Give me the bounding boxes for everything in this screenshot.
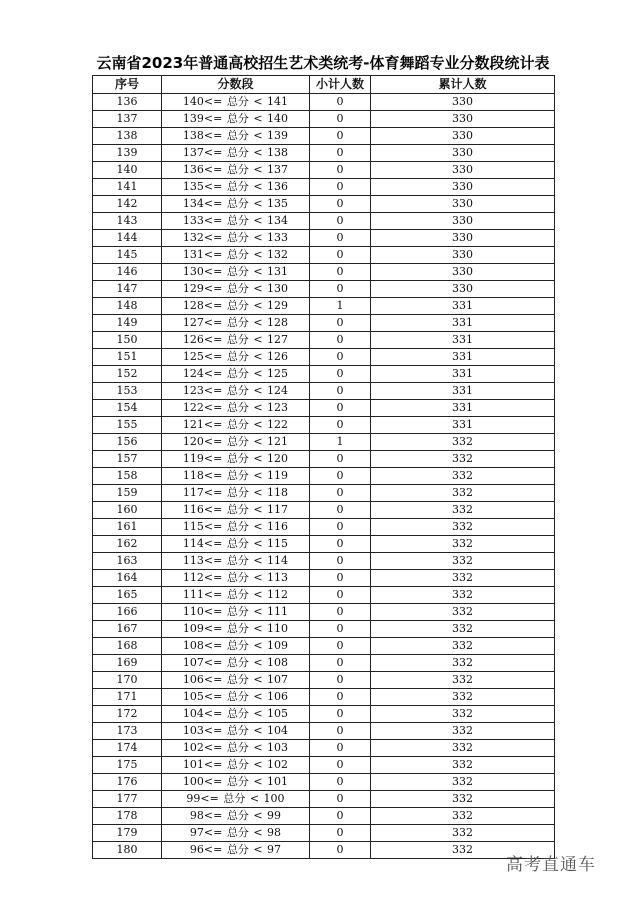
cumulative-cell: 331 [371, 400, 555, 417]
score-range-cell: 137<= 总分 < 138 [162, 145, 310, 162]
cumulative-cell: 332 [371, 757, 555, 774]
table-row [93, 740, 555, 757]
cumulative-cell: 331 [371, 315, 555, 332]
cumulative-cell: 330 [371, 111, 555, 128]
table-row [93, 536, 555, 553]
subtotal-cell: 0 [310, 451, 371, 468]
seq-cell: 145 [93, 247, 162, 264]
subtotal-cell: 0 [310, 247, 371, 264]
seq-cell: 174 [93, 740, 162, 757]
score-range-cell: 126<= 总分 < 127 [162, 332, 310, 349]
cumulative-cell: 332 [371, 706, 555, 723]
seq-cell: 165 [93, 587, 162, 604]
cumulative-cell: 332 [371, 604, 555, 621]
seq-cell: 169 [93, 655, 162, 672]
table-row [93, 689, 555, 706]
score-range-cell: 122<= 总分 < 123 [162, 400, 310, 417]
table-row [93, 417, 555, 434]
table-row [93, 145, 555, 162]
score-range-cell: 109<= 总分 < 110 [162, 621, 310, 638]
score-range-cell: 119<= 总分 < 120 [162, 451, 310, 468]
score-range-cell: 131<= 总分 < 132 [162, 247, 310, 264]
subtotal-cell: 0 [310, 179, 371, 196]
subtotal-cell: 0 [310, 128, 371, 145]
seq-cell: 151 [93, 349, 162, 366]
seq-cell: 140 [93, 162, 162, 179]
score-range-cell: 97<= 总分 < 98 [162, 825, 310, 842]
table-row [93, 332, 555, 349]
table-row [93, 94, 555, 111]
score-range-cell: 127<= 总分 < 128 [162, 315, 310, 332]
cumulative-cell: 330 [371, 264, 555, 281]
score-range-cell: 130<= 总分 < 131 [162, 264, 310, 281]
table-row [93, 485, 555, 502]
score-range-cell: 104<= 总分 < 105 [162, 706, 310, 723]
cumulative-cell: 332 [371, 553, 555, 570]
table-row [93, 281, 555, 298]
subtotal-cell: 0 [310, 553, 371, 570]
subtotal-cell: 0 [310, 485, 371, 502]
seq-cell: 141 [93, 179, 162, 196]
cumulative-cell: 332 [371, 808, 555, 825]
cumulative-cell: 332 [371, 570, 555, 587]
seq-cell: 179 [93, 825, 162, 842]
score-range-cell: 99<= 总分 < 100 [162, 791, 310, 808]
page-title: 云南省2023年普通高校招生艺术类统考-体育舞蹈专业分数段统计表 [96, 54, 550, 72]
table-row [93, 451, 555, 468]
score-range-cell: 124<= 总分 < 125 [162, 366, 310, 383]
subtotal-cell: 0 [310, 264, 371, 281]
subtotal-cell: 0 [310, 400, 371, 417]
cumulative-cell: 332 [371, 723, 555, 740]
subtotal-cell: 0 [310, 791, 371, 808]
seq-cell: 136 [93, 94, 162, 111]
seq-cell: 146 [93, 264, 162, 281]
table-row [93, 723, 555, 740]
score-range-cell: 115<= 总分 < 116 [162, 519, 310, 536]
subtotal-cell: 0 [310, 757, 371, 774]
subtotal-cell: 0 [310, 366, 371, 383]
table-row [93, 519, 555, 536]
subtotal-cell: 0 [310, 281, 371, 298]
table-row [93, 672, 555, 689]
subtotal-cell: 0 [310, 808, 371, 825]
table-row [93, 638, 555, 655]
score-range-cell: 114<= 总分 < 115 [162, 536, 310, 553]
score-range-cell: 134<= 总分 < 135 [162, 196, 310, 213]
seq-cell: 138 [93, 128, 162, 145]
cumulative-cell: 330 [371, 196, 555, 213]
subtotal-cell: 0 [310, 196, 371, 213]
cumulative-cell: 332 [371, 621, 555, 638]
table-row [93, 604, 555, 621]
score-range-cell: 98<= 总分 < 99 [162, 808, 310, 825]
table-header [93, 76, 555, 94]
subtotal-cell: 0 [310, 672, 371, 689]
subtotal-cell: 0 [310, 689, 371, 706]
table-row [93, 247, 555, 264]
header-subtotal: 小计人数 [310, 76, 371, 94]
table-row [93, 383, 555, 400]
score-range-cell: 107<= 总分 < 108 [162, 655, 310, 672]
score-range-cell: 125<= 总分 < 126 [162, 349, 310, 366]
score-range-cell: 132<= 总分 < 133 [162, 230, 310, 247]
score-range-cell: 102<= 总分 < 103 [162, 740, 310, 757]
subtotal-cell: 0 [310, 145, 371, 162]
cumulative-cell: 332 [371, 825, 555, 842]
subtotal-cell: 0 [310, 213, 371, 230]
seq-cell: 155 [93, 417, 162, 434]
score-range-cell: 133<= 总分 < 134 [162, 213, 310, 230]
table-row [93, 111, 555, 128]
header-cumulative: 累计人数 [371, 76, 555, 94]
subtotal-cell: 0 [310, 570, 371, 587]
cumulative-cell: 332 [371, 655, 555, 672]
header-row [93, 76, 555, 94]
cumulative-cell: 332 [371, 502, 555, 519]
seq-cell: 167 [93, 621, 162, 638]
cumulative-cell: 330 [371, 145, 555, 162]
cumulative-cell: 332 [371, 587, 555, 604]
seq-cell: 157 [93, 451, 162, 468]
cumulative-cell: 332 [371, 468, 555, 485]
cumulative-cell: 332 [371, 485, 555, 502]
seq-cell: 142 [93, 196, 162, 213]
table-row [93, 791, 555, 808]
subtotal-cell: 0 [310, 842, 371, 859]
subtotal-cell: 0 [310, 94, 371, 111]
seq-cell: 153 [93, 383, 162, 400]
seq-cell: 178 [93, 808, 162, 825]
table-row [93, 774, 555, 791]
table-row [93, 179, 555, 196]
cumulative-cell: 332 [371, 842, 555, 859]
table-row [93, 553, 555, 570]
subtotal-cell: 0 [310, 621, 371, 638]
subtotal-cell: 0 [310, 536, 371, 553]
subtotal-cell: 1 [310, 298, 371, 315]
seq-cell: 161 [93, 519, 162, 536]
table-row [93, 162, 555, 179]
table-row [93, 757, 555, 774]
seq-cell: 168 [93, 638, 162, 655]
subtotal-cell: 0 [310, 502, 371, 519]
seq-cell: 139 [93, 145, 162, 162]
score-range-cell: 121<= 总分 < 122 [162, 417, 310, 434]
table-row [93, 366, 555, 383]
subtotal-cell: 0 [310, 417, 371, 434]
cumulative-cell: 330 [371, 281, 555, 298]
table-row [93, 298, 555, 315]
score-range-cell: 128<= 总分 < 129 [162, 298, 310, 315]
score-range-cell: 113<= 总分 < 114 [162, 553, 310, 570]
subtotal-cell: 0 [310, 604, 371, 621]
table-row [93, 655, 555, 672]
table-row [93, 621, 555, 638]
score-range-cell: 129<= 总分 < 130 [162, 281, 310, 298]
table-row [93, 128, 555, 145]
seq-cell: 143 [93, 213, 162, 230]
subtotal-cell: 0 [310, 774, 371, 791]
table-row [93, 230, 555, 247]
score-range-cell: 136<= 总分 < 137 [162, 162, 310, 179]
score-range-cell: 112<= 总分 < 113 [162, 570, 310, 587]
seq-cell: 171 [93, 689, 162, 706]
cumulative-cell: 330 [371, 179, 555, 196]
seq-cell: 166 [93, 604, 162, 621]
cumulative-cell: 331 [371, 417, 555, 434]
subtotal-cell: 0 [310, 740, 371, 757]
cumulative-cell: 332 [371, 638, 555, 655]
cumulative-cell: 331 [371, 332, 555, 349]
score-range-cell: 100<= 总分 < 101 [162, 774, 310, 791]
header-score-range: 分数段 [162, 76, 310, 94]
seq-cell: 170 [93, 672, 162, 689]
cumulative-cell: 332 [371, 672, 555, 689]
table-row [93, 434, 555, 451]
seq-cell: 164 [93, 570, 162, 587]
seq-cell: 156 [93, 434, 162, 451]
score-range-cell: 118<= 总分 < 119 [162, 468, 310, 485]
seq-cell: 158 [93, 468, 162, 485]
subtotal-cell: 0 [310, 111, 371, 128]
seq-cell: 152 [93, 366, 162, 383]
table-body [93, 94, 555, 859]
cumulative-cell: 330 [371, 162, 555, 179]
subtotal-cell: 0 [310, 519, 371, 536]
cumulative-cell: 332 [371, 689, 555, 706]
seq-cell: 173 [93, 723, 162, 740]
score-range-cell: 110<= 总分 < 111 [162, 604, 310, 621]
table-row [93, 213, 555, 230]
seq-cell: 160 [93, 502, 162, 519]
cumulative-cell: 332 [371, 519, 555, 536]
subtotal-cell: 0 [310, 349, 371, 366]
cumulative-cell: 332 [371, 740, 555, 757]
score-range-cell: 140<= 总分 < 141 [162, 94, 310, 111]
seq-cell: 154 [93, 400, 162, 417]
score-range-cell: 108<= 总分 < 109 [162, 638, 310, 655]
score-range-cell: 101<= 总分 < 102 [162, 757, 310, 774]
table-row [93, 264, 555, 281]
cumulative-cell: 331 [371, 383, 555, 400]
seq-cell: 150 [93, 332, 162, 349]
score-range-cell: 105<= 总分 < 106 [162, 689, 310, 706]
cumulative-cell: 330 [371, 230, 555, 247]
table-row [93, 196, 555, 213]
seq-cell: 172 [93, 706, 162, 723]
table-row [93, 400, 555, 417]
score-range-cell: 111<= 总分 < 112 [162, 587, 310, 604]
cumulative-cell: 332 [371, 536, 555, 553]
cumulative-cell: 332 [371, 774, 555, 791]
score-range-cell: 117<= 总分 < 118 [162, 485, 310, 502]
table-row [93, 808, 555, 825]
cumulative-cell: 332 [371, 451, 555, 468]
subtotal-cell: 0 [310, 468, 371, 485]
score-range-cell: 135<= 总分 < 136 [162, 179, 310, 196]
subtotal-cell: 0 [310, 723, 371, 740]
score-range-cell: 138<= 总分 < 139 [162, 128, 310, 145]
subtotal-cell: 0 [310, 706, 371, 723]
seq-cell: 137 [93, 111, 162, 128]
seq-cell: 180 [93, 842, 162, 859]
score-range-cell: 116<= 总分 < 117 [162, 502, 310, 519]
table-row [93, 315, 555, 332]
score-distribution-table [92, 75, 555, 859]
score-range-cell: 120<= 总分 < 121 [162, 434, 310, 451]
header-seq: 序号 [93, 76, 162, 94]
score-range-cell: 96<= 总分 < 97 [162, 842, 310, 859]
seq-cell: 159 [93, 485, 162, 502]
seq-cell: 162 [93, 536, 162, 553]
seq-cell: 147 [93, 281, 162, 298]
subtotal-cell: 0 [310, 332, 371, 349]
table-row [93, 570, 555, 587]
subtotal-cell: 0 [310, 230, 371, 247]
subtotal-cell: 0 [310, 162, 371, 179]
cumulative-cell: 330 [371, 94, 555, 111]
cumulative-cell: 331 [371, 366, 555, 383]
cumulative-cell: 331 [371, 349, 555, 366]
table-row [93, 349, 555, 366]
seq-cell: 176 [93, 774, 162, 791]
seq-cell: 163 [93, 553, 162, 570]
cumulative-cell: 330 [371, 247, 555, 264]
seq-cell: 149 [93, 315, 162, 332]
table-row [93, 468, 555, 485]
seq-cell: 148 [93, 298, 162, 315]
subtotal-cell: 0 [310, 383, 371, 400]
table-row [93, 825, 555, 842]
table-row [93, 706, 555, 723]
cumulative-cell: 332 [371, 791, 555, 808]
subtotal-cell: 0 [310, 315, 371, 332]
cumulative-cell: 331 [371, 298, 555, 315]
subtotal-cell: 1 [310, 434, 371, 451]
score-range-cell: 123<= 总分 < 124 [162, 383, 310, 400]
cumulative-cell: 332 [371, 434, 555, 451]
seq-cell: 175 [93, 757, 162, 774]
score-range-cell: 103<= 总分 < 104 [162, 723, 310, 740]
subtotal-cell: 0 [310, 638, 371, 655]
cumulative-cell: 330 [371, 213, 555, 230]
subtotal-cell: 0 [310, 587, 371, 604]
score-range-cell: 139<= 总分 < 140 [162, 111, 310, 128]
score-range-cell: 106<= 总分 < 107 [162, 672, 310, 689]
subtotal-cell: 0 [310, 825, 371, 842]
subtotal-cell: 0 [310, 655, 371, 672]
table-row [93, 587, 555, 604]
table-row [93, 502, 555, 519]
seq-cell: 177 [93, 791, 162, 808]
table-row [93, 842, 555, 859]
seq-cell: 144 [93, 230, 162, 247]
cumulative-cell: 330 [371, 128, 555, 145]
watermark: 高考直通车 [506, 855, 596, 875]
